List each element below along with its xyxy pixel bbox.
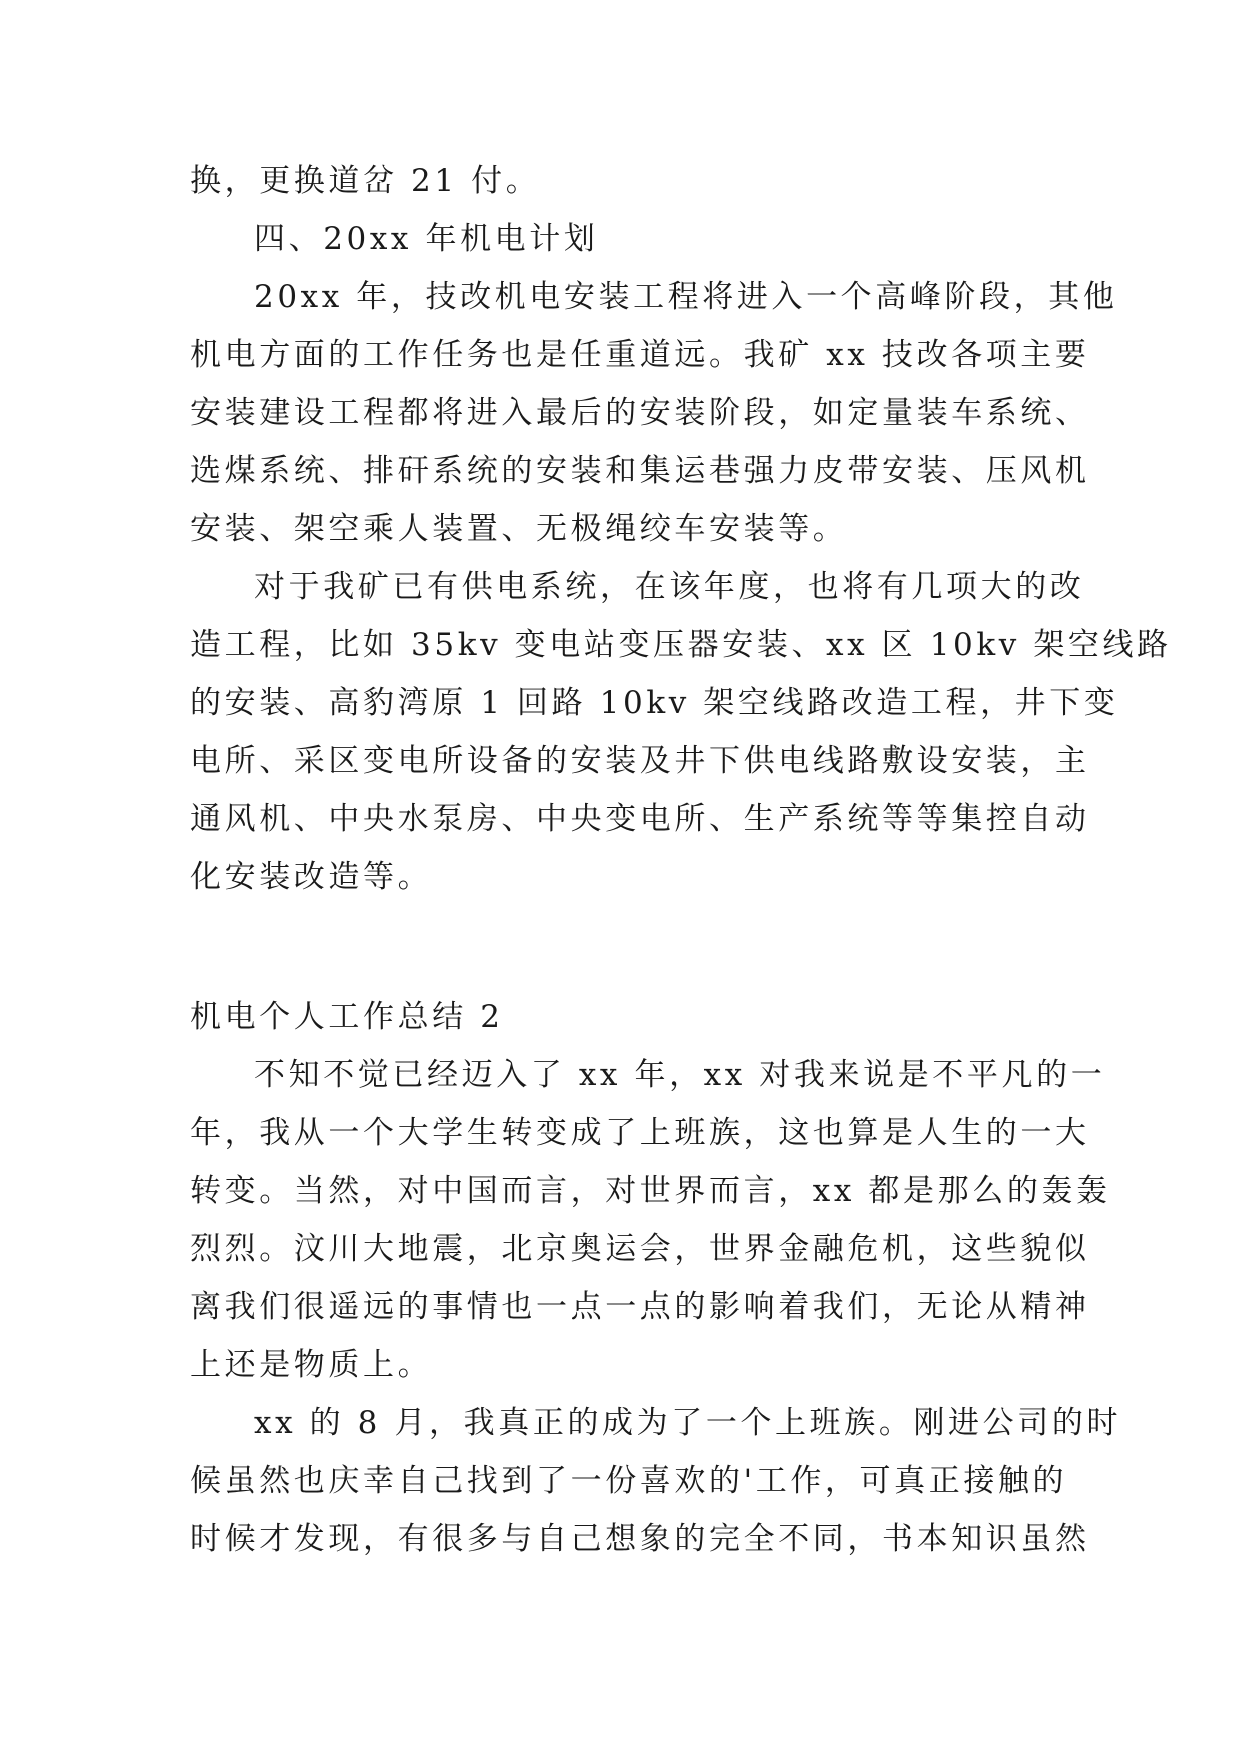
paragraph-line: 上还是物质上。 [190,1347,433,1383]
paragraph-line: 安装建设工程都将进入最后的安装阶段，如定量装车系统、 [190,395,1090,431]
paragraph-power-system [190,558,1172,906]
paragraph-line: 通风机、中央水泵房、中央变电所、生产系统等等集控自动 [190,801,1090,837]
paragraph-line: 离我们很遥远的事情也一点一点的影响着我们，无论从精神 [190,1289,1090,1325]
paragraph-line: 候虽然也庆幸自己找到了一份喜欢的'工作，可真正接触的 [190,1463,1068,1499]
paragraph-line: xx 的 8 月，我真正的成为了一个上班族。刚进公司的时 [254,1405,1122,1441]
paragraph-line: 转变。当然，对中国而言，对世界而言，xx 都是那么的轰轰 [190,1173,1111,1209]
paragraph-line: 安装、架空乘人装置、无极绳绞车安装等。 [190,511,848,547]
section-spacer [190,906,1060,988]
continuation-line: 换，更换道岔 21 付。 [190,163,541,199]
paragraph-line: 选煤系统、排矸系统的安装和集运巷强力皮带安装、压风机 [190,453,1090,489]
paragraph-line: 对于我矿已有供电系统，在该年度，也将有几项大的改 [254,569,1085,605]
paragraph-work-start [190,1394,1122,1568]
paragraph-line: 不知不觉已经迈入了 xx 年，xx 对我来说是不平凡的一 [254,1057,1106,1093]
paragraph-line: 造工程，比如 35kv 变电站变压器安装、xx 区 10kv 架空线路 [190,627,1172,663]
paragraph-line: 20xx 年，技改机电安装工程将进入一个高峰阶段，其他 [254,279,1118,315]
section-heading: 四、20xx 年机电计划 [254,221,599,257]
paragraph-line: 化安装改造等。 [190,859,433,895]
paragraph-line: 烈烈。汶川大地震，北京奥运会，世界金融危机，这些貌似 [190,1231,1090,1267]
paragraph-plan [190,268,1118,558]
paragraph-line: 时候才发现，有很多与自己想象的完全不同，书本知识虽然 [190,1521,1090,1557]
document-page [190,152,1172,1568]
paragraph-line: 的安装、高豹湾原 1 回路 10kv 架空线路改造工程，井下变 [190,685,1119,721]
paragraph-line: 电所、采区变电所设备的安装及井下供电线路敷设安装，主 [190,743,1090,779]
paragraph-intro [190,1046,1111,1394]
document-title: 机电个人工作总结 2 [190,999,504,1035]
paragraph-line: 机电方面的工作任务也是任重道远。我矿 xx 技改各项主要 [190,337,1090,373]
paragraph-line: 年，我从一个大学生转变成了上班族，这也算是人生的一大 [190,1115,1090,1151]
